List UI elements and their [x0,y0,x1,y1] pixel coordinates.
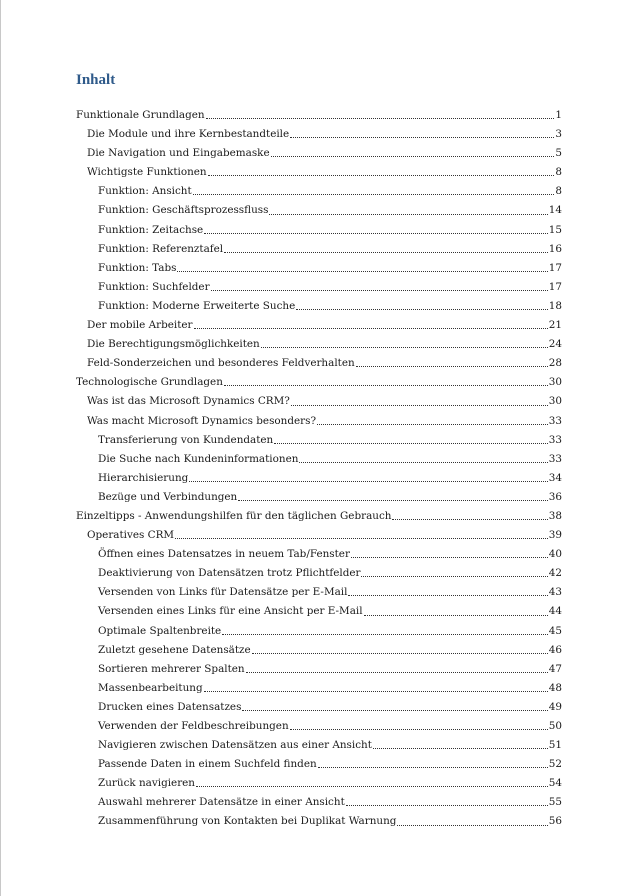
toc-dot-leader [373,741,548,749]
toc-entry-title: Passende Daten in einem Suchfeld finden [98,758,317,771]
toc-entry-title: Was ist das Microsoft Dynamics CRM? [87,395,290,408]
toc-entry[interactable] [76,660,562,679]
toc-dot-leader [204,226,548,234]
toc-dot-leader [299,455,547,463]
toc-entry-title: Drucken eines Datensatzes [98,700,242,713]
toc-entry-title: Zusammenführung von Kontakten bei Duplikat Warnung [98,815,397,828]
toc-page-number: 48 [548,681,562,694]
toc-page-number: 8 [555,166,562,179]
toc-dot-leader [252,646,548,654]
toc-entry[interactable] [76,278,562,297]
toc-dot-leader [196,779,548,787]
toc-page-number: 54 [548,777,562,790]
toc-entry[interactable] [76,259,562,278]
toc-entry[interactable] [76,602,562,621]
toc-entry-title: Sortieren mehrerer Spalten [98,662,245,675]
toc-page-number: 28 [548,357,562,370]
toc-entry[interactable] [76,412,562,431]
toc-entry-title: Zurück navigieren [98,777,196,790]
toc-page-number: 52 [548,758,562,771]
toc-entry-title: Die Navigation und Eingabemaske [87,147,270,160]
toc-entry[interactable] [76,221,562,240]
toc-page-number: 5 [555,147,562,160]
toc-entry-title: Was macht Microsoft Dynamics besonders? [87,414,317,427]
toc-dot-leader [356,359,548,367]
toc-dot-leader [204,684,548,692]
toc-entry-title: Die Suche nach Kundeninformationen [98,452,299,465]
toc-entry-title: Funktion: Geschäftsprozessfluss [98,204,269,217]
toc-entry[interactable] [76,373,562,392]
toc-dot-leader [274,436,548,444]
toc-entry-title: Versenden eines Links für eine Ansicht per E-Mail [98,605,363,618]
toc-page-number: 51 [548,739,562,752]
toc-page-number: 17 [548,280,562,293]
toc-page-number: 33 [548,433,562,446]
toc-dot-leader [261,340,548,348]
toc-dot-leader [291,398,548,406]
toc-entry-title: Verwenden der Feldbeschreibungen [98,720,289,732]
toc-entry-title: Massenbearbeitung [98,681,203,694]
toc-dot-leader [351,550,548,558]
toc-entry[interactable] [76,564,562,583]
toc-entry-title: Zuletzt gesehene Datensätze [98,643,251,656]
toc-entry[interactable] [76,736,562,755]
toc-entry[interactable] [76,163,562,182]
toc-entry-title: Funktion: Referenztafel [98,242,224,255]
toc-entry[interactable] [76,583,562,602]
toc-dot-leader [290,130,554,138]
toc-dot-leader [392,512,547,520]
toc-page-number: 36 [548,490,562,503]
toc-entry-title: Der mobile Arbeiter [87,319,193,332]
toc-dot-leader [193,187,555,195]
toc-entry-title: Wichtigste Funktionen [87,166,207,179]
toc-entry[interactable] [76,622,562,641]
toc-dot-leader [206,111,555,119]
toc-page-number: 21 [548,319,562,332]
toc-entry-title: Bezüge und Verbindungen [98,490,238,503]
toc-dot-leader [238,493,548,501]
toc-entry[interactable] [76,144,562,163]
toc-dot-leader [296,302,548,310]
toc-entry-title: Transferierung von Kundendaten [98,433,274,446]
toc-page-number: 3 [555,128,562,141]
toc-page-number: 16 [548,242,562,255]
toc-entry[interactable] [76,774,562,793]
toc-page-number: 30 [548,395,562,408]
toc-page-number: 40 [548,548,562,561]
toc-page-number: 8 [555,185,562,198]
toc-page-number: 30 [548,376,562,389]
toc-entry-title: Funktionale Grundlagen [76,109,205,121]
toc-page-number: 50 [548,720,562,732]
toc-entry-title: Funktion: Zeitachse [98,223,204,236]
toc-entry-title: Einzeltipps - Anwendungshilfen für den täglichen Gebrauch [76,509,392,522]
toc-entry-title: Feld-Sonderzeichen und besonderes Feldverhalten [87,357,355,370]
toc-entry[interactable] [76,240,562,259]
toc-page-number: 34 [548,471,562,484]
toc-page-number: 18 [548,299,562,312]
toc-dot-leader [177,264,547,272]
toc-entry-title: Hierarchisierung [98,471,189,484]
toc-page-number: 42 [548,567,562,580]
toc-entry[interactable] [76,335,562,354]
toc-page-number: 33 [548,452,562,465]
toc-entry[interactable] [76,545,562,564]
toc-entry[interactable] [76,201,562,220]
toc-entry[interactable] [76,793,562,812]
toc-entry[interactable] [76,469,562,488]
toc-page-number: 24 [548,338,562,351]
toc-page-number: 33 [548,414,562,427]
toc-entry-title: Funktion: Tabs [98,261,177,274]
toc-entry[interactable] [76,641,562,660]
toc-entry-title: Technologische Grundlagen [76,376,223,389]
toc-heading: Inhalt [76,72,116,88]
toc-page-number: 1 [555,109,562,121]
toc-entry[interactable] [76,354,562,373]
toc-entry[interactable] [76,431,562,450]
toc-entry[interactable] [76,450,562,469]
toc-entry[interactable] [76,717,562,736]
toc-entry[interactable] [76,507,562,526]
toc-entry-title: Die Module und ihre Kernbestandteile [87,128,290,141]
toc-page-number: 17 [548,261,562,274]
toc-dot-leader [364,608,548,616]
toc-dot-leader [242,703,547,711]
toc-page-number: 38 [548,509,562,522]
toc-dot-leader [361,569,547,577]
toc-dot-leader [224,245,548,253]
toc-entry-title: Navigieren zwischen Datensätzen aus einer Ansicht [98,739,372,752]
toc-entry[interactable] [76,106,562,125]
toc-entry[interactable] [76,392,562,411]
toc-page-number: 56 [548,815,562,828]
toc-dot-leader [269,207,547,215]
toc-page-number: 15 [548,223,562,236]
toc-page-number: 39 [548,529,562,542]
toc-entry[interactable] [76,316,562,335]
toc-page-number: 55 [548,796,562,809]
toc-dot-leader [317,417,548,425]
toc-page-number: 14 [548,204,562,217]
toc-entry-title: Optimale Spaltenbreite [98,624,222,637]
toc-dot-leader [318,760,548,768]
table-of-contents [76,106,562,832]
toc-entry-title: Funktion: Suchfelder [98,280,210,293]
toc-dot-leader [397,818,547,826]
toc-entry-title: Öffnen eines Datensatzes in neuem Tab/Fenster [98,548,350,561]
toc-page-number: 43 [548,586,562,599]
toc-entry-title: Auswahl mehrerer Datensätze in einer Ansicht [98,796,345,809]
toc-page-number: 44 [548,605,562,618]
toc-entry-title: Versenden von Links für Datensätze per E-Mail [98,586,348,599]
toc-dot-leader [348,588,547,596]
toc-entry[interactable] [76,488,562,507]
toc-dot-leader [208,168,555,176]
toc-dot-leader [346,798,548,806]
toc-dot-leader [211,283,548,291]
toc-entry[interactable] [76,297,562,316]
toc-page-number: 47 [548,662,562,675]
toc-entry[interactable] [76,679,562,698]
toc-entry-title: Funktion: Moderne Erweiterte Suche [98,299,296,312]
toc-dot-leader [246,665,548,673]
toc-entry[interactable] [76,812,562,831]
toc-entry[interactable] [76,698,562,717]
toc-dot-leader [175,531,548,539]
toc-page-number: 45 [548,624,562,637]
toc-dot-leader [189,474,547,482]
toc-entry-title: Deaktivierung von Datensätzen trotz Pflichtfelder [98,567,361,580]
toc-dot-leader [290,722,548,730]
toc-page-number: 46 [548,643,562,656]
toc-page-number: 49 [548,700,562,713]
toc-dot-leader [271,149,555,157]
toc-entry-title: Die Berechtigungsmöglichkeiten [87,338,260,351]
toc-entry[interactable] [76,182,562,201]
toc-dot-leader [222,627,548,635]
toc-entry[interactable] [76,755,562,774]
toc-entry-title: Operatives CRM [87,529,175,542]
toc-dot-leader [224,378,548,386]
toc-entry[interactable] [76,526,562,545]
toc-dot-leader [194,321,548,329]
toc-entry[interactable] [76,125,562,144]
toc-entry-title: Funktion: Ansicht [98,185,192,198]
